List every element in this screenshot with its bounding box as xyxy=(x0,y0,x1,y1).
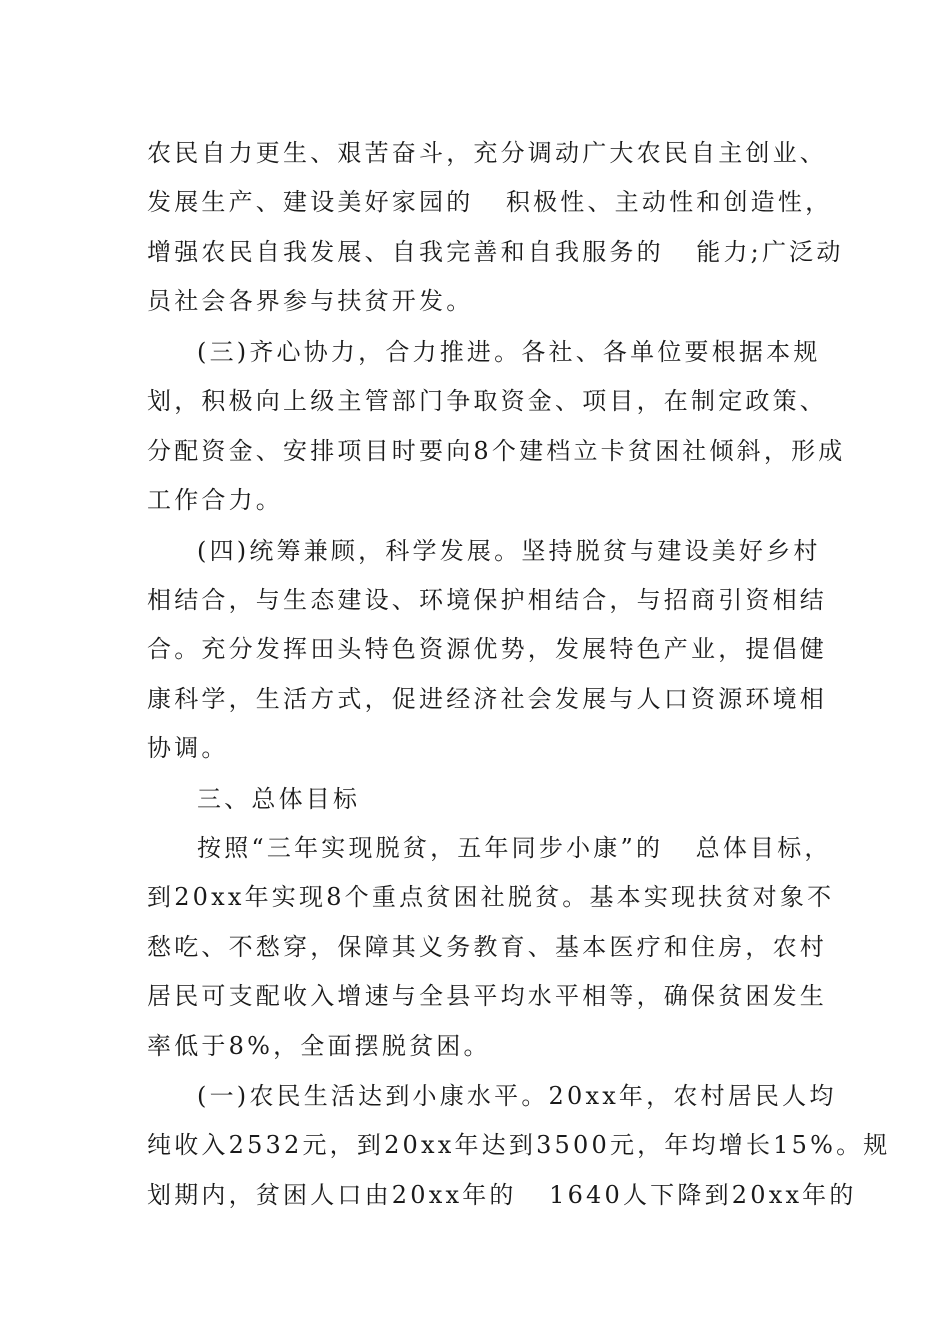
section-heading-line: (四)统筹兼顾，科学发展。坚持脱贫与建设美好乡村 xyxy=(197,537,821,565)
text-line: 康科学，生活方式，促进经济社会发展与人口资源环境相 xyxy=(147,685,827,713)
text-line: 相结合，与生态建设、环境保护相结合，与招商引资相结 xyxy=(147,586,827,614)
text-line: 分配资金、安排项目时要向8个建档立卡贫困社倾斜，形成 xyxy=(147,437,846,465)
text-line: 居民可支配收入增速与全县平均水平相等，确保贫困发生 xyxy=(147,982,827,1010)
text-line: 愁吃、不愁穿，保障其义务教育、基本医疗和住房，农村 xyxy=(147,933,827,961)
text-line: 到20xx年实现8个重点贫困社脱贫。基本实现扶贫对象不 xyxy=(147,883,835,911)
section-heading-line: (三)齐心协力，合力推进。各社、各单位要根据本规 xyxy=(197,338,821,366)
text-line: 协调。 xyxy=(147,734,229,762)
text-line: 员社会各界参与扶贫开发。 xyxy=(147,287,474,315)
text-line: 增强农民自我发展、自我完善和自我服务的 能力;广泛动 xyxy=(147,238,844,266)
text-line: 农民自力更生、艰苦奋斗，充分调动广大农民自主创业、 xyxy=(147,139,827,167)
text-line: 发展生产、建设美好家园的 积极性、主动性和创造性， xyxy=(147,188,833,216)
section-title: 三、总体目标 xyxy=(197,785,361,813)
text-line: 率低于8%，全面摆脱贫困。 xyxy=(147,1032,491,1060)
text-line: 按照“三年实现脱贫，五年同步小康”的 总体目标， xyxy=(197,834,832,862)
text-line: 工作合力。 xyxy=(147,486,283,514)
text-line: 纯收入2532元，到20xx年达到3500元，年均增长15%。规 xyxy=(147,1131,891,1159)
section-heading-line: (一)农民生活达到小康水平。20xx年，农村居民人均 xyxy=(197,1082,837,1110)
text-line: 划期内，贫困人口由20xx年的 1640人下降到20xx年的 xyxy=(147,1181,857,1209)
text-line: 划，积极向上级主管部门争取资金、项目，在制定政策、 xyxy=(147,387,827,415)
text-line: 合。充分发挥田头特色资源优势，发展特色产业，提倡健 xyxy=(147,635,827,663)
